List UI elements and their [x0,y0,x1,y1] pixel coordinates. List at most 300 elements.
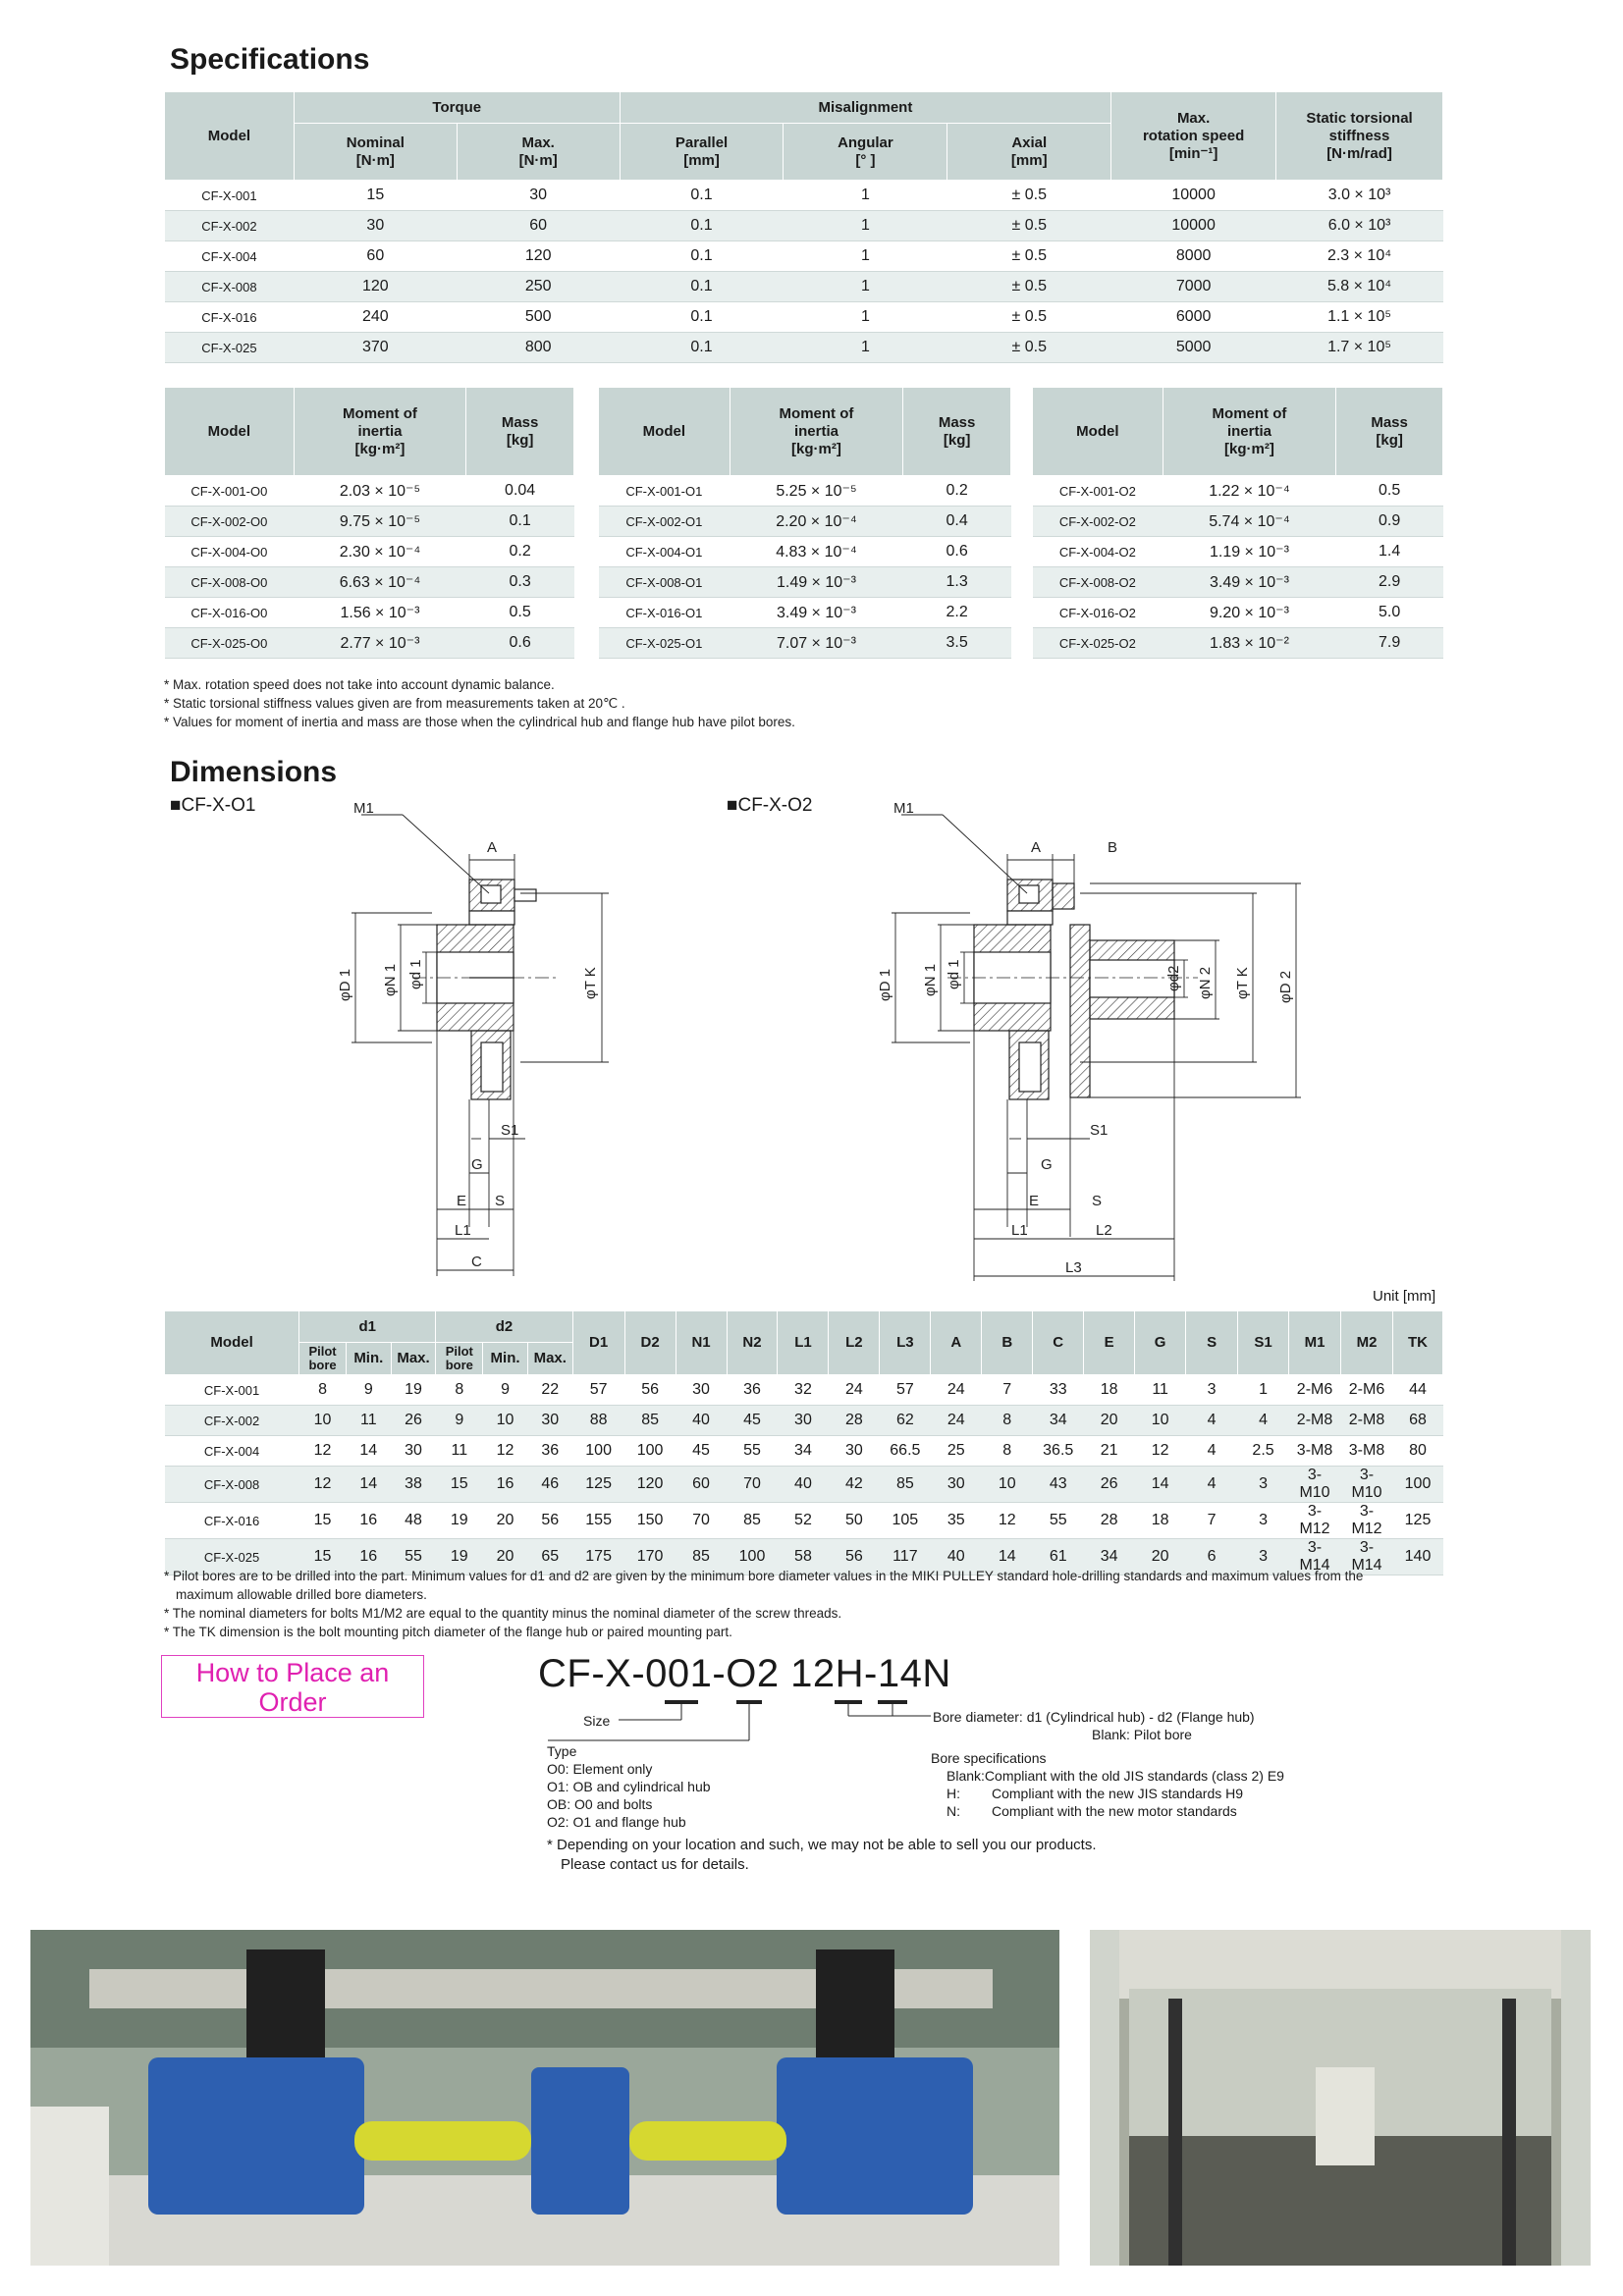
value-cell: 21 [1084,1436,1135,1467]
value-cell: 22 [527,1375,572,1406]
value-cell: 36 [727,1375,778,1406]
model-cell: CF-X-016-O2 [1033,598,1163,628]
svg-text:φd 1: φd 1 [407,959,424,989]
value-cell: 52 [778,1503,829,1539]
inertia-row [599,598,1011,628]
value-cell: 61 [1033,1539,1084,1575]
value-cell: 6.0 × 10³ [1276,211,1443,241]
value-cell: 20 [1084,1406,1135,1436]
value-cell: 1 [784,333,947,363]
value-cell: 1.56 × 10⁻³ [294,598,466,628]
order-size-label: Size [583,1713,611,1729]
col-d2: D2 [624,1311,676,1375]
value-cell: 10000 [1111,181,1276,211]
value-cell: 5.8 × 10⁴ [1276,272,1443,302]
svg-text:φN 1: φN 1 [922,963,939,996]
col-model: Model [1033,388,1163,476]
value-cell: 1.7 × 10⁵ [1276,333,1443,363]
value-cell: 120 [457,241,620,272]
value-cell: 70 [676,1503,727,1539]
application-photo-right [1090,1930,1591,2266]
value-cell: 18 [1135,1503,1186,1539]
svg-text:E: E [1029,1193,1040,1209]
col-moment-of-inertia: Moment of inertia [kg·m²] [1163,388,1336,476]
value-cell: 1.49 × 10⁻³ [730,567,903,598]
value-cell: 12 [1135,1436,1186,1467]
value-cell: 85 [624,1406,676,1436]
col-l2: L2 [829,1311,880,1375]
spec-notes: * Max. rotation speed does not take into account dynamic balance. * Static torsional stiffness values given are from measurements taken at 20℃ . * Values for moment of inertia and mass are those when the cylindrical hub and flange hub have pilot bores. [164,677,795,729]
value-cell: 68 [1393,1406,1443,1436]
inertia-row [599,537,1011,567]
value-cell: 19 [436,1503,483,1539]
value-cell: 7 [1186,1503,1238,1539]
value-cell: 1.19 × 10⁻³ [1163,537,1336,567]
model-cell: CF-X-008-O0 [165,567,295,598]
value-cell: 3-M8 [1341,1436,1393,1467]
col-misalignment: Misalignment [620,92,1111,124]
value-cell: 35 [931,1503,982,1539]
value-cell: 10000 [1111,211,1276,241]
col-torque: Torque [294,92,620,124]
value-cell: 15 [299,1503,347,1539]
value-cell: 1.1 × 10⁵ [1276,302,1443,333]
value-cell: 7000 [1111,272,1276,302]
col-mass: Mass [kg] [903,388,1011,476]
value-cell: 10 [1135,1406,1186,1436]
value-cell: ± 0.5 [947,211,1111,241]
value-cell: 26 [1084,1467,1135,1503]
col-d1-pilot: Pilot bore [299,1343,347,1375]
spec-row [165,181,1443,211]
model-cell: CF-X-001-O0 [165,476,295,507]
col-mass: Mass [kg] [466,388,574,476]
value-cell: 0.5 [466,598,574,628]
value-cell: ± 0.5 [947,272,1111,302]
value-cell: 7.9 [1336,628,1443,659]
inertia-row [599,567,1011,598]
value-cell: 5000 [1111,333,1276,363]
value-cell: 45 [676,1436,727,1467]
col-d2: d2 [436,1311,572,1343]
value-cell: 0.4 [903,507,1011,537]
dimension-notes: * Pilot bores are to be drilled into the part. Minimum values for d1 and d2 are given by the minimum bore diameter values in the MIKI PULLEY standard hole-drilling standards and maximum values from the maximum allowable drilled bore diameters. * The nominal diameters for bolts M1/M2 are equal to the quantity minus the nominal diameter of the screw threads. * The TK dimension is the bolt mounting pitch diameter of the flange hub or paired mounting part. [164,1569,1364,1639]
col-angular: Angular [° ] [784,124,947,181]
caption-o2: ■CF-X-O2 [727,795,813,816]
svg-text:G: G [1041,1156,1053,1173]
value-cell: 7.07 × 10⁻³ [730,628,903,659]
model-cell: CF-X-004 [165,1436,299,1467]
svg-text:G: G [471,1156,483,1173]
value-cell: 3.5 [903,628,1011,659]
col-d2-pilot: Pilot bore [436,1343,483,1375]
col-c: C [1033,1311,1084,1375]
model-cell: CF-X-025-O1 [599,628,730,659]
value-cell: 12 [483,1436,528,1467]
drawing-cf-x-o2 [864,795,1316,1286]
value-cell: 4 [1186,1436,1238,1467]
value-cell: 56 [527,1503,572,1539]
col-max: Max. [N·m] [457,124,620,181]
value-cell: 0.1 [620,181,784,211]
value-cell: 20 [1135,1539,1186,1575]
inertia-table-o2 [1032,387,1443,659]
inertia-table-o1 [598,387,1011,659]
value-cell: 9 [346,1375,391,1406]
drawing-cf-x-o1 [324,795,619,1286]
value-cell: 1 [784,211,947,241]
value-cell: 56 [829,1539,880,1575]
value-cell: 4.83 × 10⁻⁴ [730,537,903,567]
value-cell: 30 [931,1467,982,1503]
model-cell: CF-X-008-O2 [1033,567,1163,598]
value-cell: 0.1 [466,507,574,537]
value-cell: 105 [880,1503,931,1539]
value-cell: 60 [294,241,457,272]
svg-text:φd 1: φd 1 [946,959,962,989]
value-cell: 38 [391,1467,436,1503]
col-axial: Axial [mm] [947,124,1111,181]
col-m1: M1 [1289,1311,1341,1375]
inertia-row [1033,537,1443,567]
value-cell: 11 [1135,1375,1186,1406]
value-cell: 36.5 [1033,1436,1084,1467]
value-cell: 0.9 [1336,507,1443,537]
svg-text:φD 1: φD 1 [877,968,893,1001]
value-cell: 250 [457,272,620,302]
value-cell: 2.20 × 10⁻⁴ [730,507,903,537]
dimensions-title: Dimensions [170,756,338,788]
value-cell: 5.25 × 10⁻⁵ [730,476,903,507]
value-cell: 2.03 × 10⁻⁵ [294,476,466,507]
col-d2-min: Min. [483,1343,528,1375]
model-cell: CF-X-001 [165,181,295,211]
value-cell: 12 [299,1436,347,1467]
model-cell: CF-X-002-O1 [599,507,730,537]
value-cell: 14 [982,1539,1033,1575]
inertia-row [1033,507,1443,537]
svg-text:L3: L3 [1065,1259,1082,1276]
col-s1: S1 [1238,1311,1289,1375]
value-cell: 45 [727,1406,778,1436]
value-cell: 3 [1186,1375,1238,1406]
value-cell: 30 [294,211,457,241]
value-cell: 175 [572,1539,624,1575]
value-cell: 42 [829,1467,880,1503]
svg-text:φN 2: φN 2 [1197,966,1214,999]
model-cell: CF-X-025 [165,333,295,363]
value-cell: 100 [624,1436,676,1467]
value-cell: 0.6 [903,537,1011,567]
inertia-row [1033,567,1443,598]
value-cell: 15 [299,1539,347,1575]
svg-text:L2: L2 [1096,1222,1112,1239]
value-cell: 3-M12 [1341,1503,1393,1539]
value-cell: 4 [1238,1406,1289,1436]
application-photo-left-image [30,1930,1059,2266]
value-cell: 6.63 × 10⁻⁴ [294,567,466,598]
model-cell: CF-X-008 [165,272,295,302]
col-d1: d1 [299,1311,436,1343]
value-cell: 0.2 [903,476,1011,507]
model-cell: CF-X-004 [165,241,295,272]
value-cell: 0.04 [466,476,574,507]
value-cell: 2-M8 [1289,1406,1341,1436]
svg-text:S1: S1 [501,1122,519,1139]
value-cell: 0.3 [466,567,574,598]
value-cell: 125 [572,1467,624,1503]
value-cell: 30 [457,181,620,211]
value-cell: 170 [624,1539,676,1575]
order-bore-diameter-label: Bore diameter: d1 (Cylindrical hub) - d2 (Flange hub) [933,1709,1255,1725]
value-cell: 34 [1084,1539,1135,1575]
value-cell: 2-M6 [1341,1375,1393,1406]
value-cell: 2-M8 [1341,1406,1393,1436]
application-photo-left [30,1930,1059,2266]
inertia-row [165,537,574,567]
value-cell: 0.1 [620,333,784,363]
col-m2: M2 [1341,1311,1393,1375]
value-cell: 15 [436,1467,483,1503]
model-cell: CF-X-001-O2 [1033,476,1163,507]
value-cell: 3-M12 [1289,1503,1341,1539]
spec-row [165,272,1443,302]
col-b: B [982,1311,1033,1375]
order-blank-pilot-label: Blank: Pilot bore [1092,1727,1192,1742]
value-cell: 33 [1033,1375,1084,1406]
value-cell: 4 [1186,1467,1238,1503]
col-moment-of-inertia: Moment of inertia [kg·m²] [730,388,903,476]
inertia-row [165,476,574,507]
value-cell: 3-M10 [1341,1467,1393,1503]
value-cell: 4 [1186,1406,1238,1436]
svg-text:φD 2: φD 2 [1277,970,1294,1003]
value-cell: 26 [391,1406,436,1436]
dimension-row [165,1375,1443,1406]
value-cell: 240 [294,302,457,333]
value-cell: 85 [727,1503,778,1539]
value-cell: 30 [778,1406,829,1436]
value-cell: 11 [346,1406,391,1436]
svg-text:S: S [495,1193,506,1209]
value-cell: 2-M6 [1289,1375,1341,1406]
model-cell: CF-X-002 [165,1406,299,1436]
value-cell: 140 [1393,1539,1443,1575]
value-cell: ± 0.5 [947,333,1111,363]
col-model: Model [165,92,295,181]
value-cell: 3 [1238,1503,1289,1539]
value-cell: 16 [483,1467,528,1503]
svg-text:A: A [487,839,498,856]
model-cell: CF-X-002-O0 [165,507,295,537]
value-cell: 3.49 × 10⁻³ [1163,567,1336,598]
value-cell: 65 [527,1539,572,1575]
col-model: Model [165,388,295,476]
value-cell: 60 [676,1467,727,1503]
value-cell: 14 [1135,1467,1186,1503]
spec-row [165,302,1443,333]
unit-label: Unit [mm] [1373,1288,1436,1305]
value-cell: 9.20 × 10⁻³ [1163,598,1336,628]
value-cell: 1.83 × 10⁻² [1163,628,1336,659]
value-cell: 43 [1033,1467,1084,1503]
value-cell: 12 [982,1503,1033,1539]
value-cell: 19 [391,1375,436,1406]
value-cell: 55 [391,1539,436,1575]
value-cell: 10 [299,1406,347,1436]
value-cell: 1 [784,272,947,302]
value-cell: 14 [346,1467,391,1503]
value-cell: 66.5 [880,1436,931,1467]
col-tk: TK [1393,1311,1443,1375]
value-cell: 7 [982,1375,1033,1406]
value-cell: 55 [727,1436,778,1467]
value-cell: 120 [294,272,457,302]
value-cell: 8 [982,1436,1033,1467]
value-cell: 3-M8 [1289,1436,1341,1467]
value-cell: 24 [931,1406,982,1436]
inertia-row [165,628,574,659]
spec-row [165,241,1443,272]
value-cell: 30 [676,1375,727,1406]
spec-row [165,211,1443,241]
col-a: A [931,1311,982,1375]
value-cell: 120 [624,1467,676,1503]
value-cell: 46 [527,1467,572,1503]
dimension-row [165,1503,1443,1539]
col-mass: Mass [kg] [1336,388,1443,476]
model-cell: CF-X-016-O0 [165,598,295,628]
svg-text:S: S [1092,1193,1103,1209]
dimension-row [165,1436,1443,1467]
value-cell: 3 [1238,1467,1289,1503]
svg-text:E: E [457,1193,467,1209]
value-cell: 20 [483,1503,528,1539]
value-cell: 0.5 [1336,476,1443,507]
value-cell: 58 [778,1539,829,1575]
caption-o1: ■CF-X-O1 [170,795,256,816]
col-n1: N1 [676,1311,727,1375]
value-cell: 2.30 × 10⁻⁴ [294,537,466,567]
value-cell: 0.1 [620,302,784,333]
model-cell: CF-X-016-O1 [599,598,730,628]
model-cell: CF-X-002 [165,211,295,241]
value-cell: ± 0.5 [947,181,1111,211]
value-cell: 10 [483,1406,528,1436]
value-cell: 1.4 [1336,537,1443,567]
model-cell: CF-X-008-O1 [599,567,730,598]
value-cell: 9.75 × 10⁻⁵ [294,507,466,537]
value-cell: 24 [931,1375,982,1406]
value-cell: 100 [727,1539,778,1575]
value-cell: 0.6 [466,628,574,659]
dimensions-table [164,1310,1443,1575]
svg-text:φT K: φT K [582,967,599,999]
value-cell: 8 [982,1406,1033,1436]
value-cell: 3 [1238,1539,1289,1575]
value-cell: 5.0 [1336,598,1443,628]
value-cell: 100 [1393,1467,1443,1503]
value-cell: 100 [572,1436,624,1467]
model-cell: CF-X-025 [165,1539,299,1575]
value-cell: 40 [931,1539,982,1575]
value-cell: 55 [1033,1503,1084,1539]
value-cell: 1.22 × 10⁻⁴ [1163,476,1336,507]
model-cell: CF-X-002-O2 [1033,507,1163,537]
value-cell: 85 [676,1539,727,1575]
model-cell: CF-X-001 [165,1375,299,1406]
value-cell: 1.3 [903,567,1011,598]
value-cell: 56 [624,1375,676,1406]
col-moment-of-inertia: Moment of inertia [kg·m²] [294,388,466,476]
value-cell: 155 [572,1503,624,1539]
col-stiffness: Static torsional stiffness [N·m/rad] [1276,92,1443,181]
model-cell: CF-X-025-O2 [1033,628,1163,659]
model-cell: CF-X-001-O1 [599,476,730,507]
svg-text:φD 1: φD 1 [337,968,353,1001]
model-cell: CF-X-016 [165,1503,299,1539]
value-cell: 11 [436,1436,483,1467]
application-photo-right-image [1090,1930,1591,2266]
value-cell: 1 [784,302,947,333]
value-cell: 150 [624,1503,676,1539]
svg-text:φN 1: φN 1 [382,963,399,996]
svg-text:C: C [471,1254,482,1270]
svg-text:B: B [1108,839,1118,856]
col-d1-max: Max. [391,1343,436,1375]
value-cell: 1 [784,241,947,272]
value-cell: 2.5 [1238,1436,1289,1467]
value-cell: ± 0.5 [947,302,1111,333]
value-cell: 34 [1033,1406,1084,1436]
specifications-table [164,91,1443,363]
col-model: Model [165,1311,299,1375]
col-l3: L3 [880,1311,931,1375]
value-cell: 370 [294,333,457,363]
spec-row [165,333,1443,363]
value-cell: 15 [294,181,457,211]
col-rotation: Max. rotation speed [min⁻¹] [1111,92,1276,181]
value-cell: 30 [391,1436,436,1467]
value-cell: 8 [436,1375,483,1406]
svg-text:M1: M1 [893,800,914,817]
value-cell: 20 [483,1539,528,1575]
svg-text:A: A [1031,839,1042,856]
value-cell: 57 [572,1375,624,1406]
value-cell: 50 [829,1503,880,1539]
value-cell: 16 [346,1539,391,1575]
value-cell: 5.74 × 10⁻⁴ [1163,507,1336,537]
value-cell: 85 [880,1467,931,1503]
model-cell: CF-X-016 [165,302,295,333]
value-cell: 3.0 × 10³ [1276,181,1443,211]
col-e: E [1084,1311,1135,1375]
order-bore-specs: Bore specifications Blank:Compliant with the old JIS standards (class 2) E9 H: Compliant with the new JIS standards H9 N: Compliant with the new motor standards [931,1750,1284,1819]
model-cell: CF-X-008 [165,1467,299,1503]
dimension-row [165,1406,1443,1436]
value-cell: 8 [299,1375,347,1406]
value-cell: 40 [778,1467,829,1503]
value-cell: 2.2 [903,598,1011,628]
svg-text:M1: M1 [353,800,374,817]
value-cell: 25 [931,1436,982,1467]
value-cell: 117 [880,1539,931,1575]
value-cell: 19 [436,1539,483,1575]
col-l1: L1 [778,1311,829,1375]
value-cell: 6 [1186,1539,1238,1575]
value-cell: 32 [778,1375,829,1406]
svg-text:S1: S1 [1090,1122,1109,1139]
